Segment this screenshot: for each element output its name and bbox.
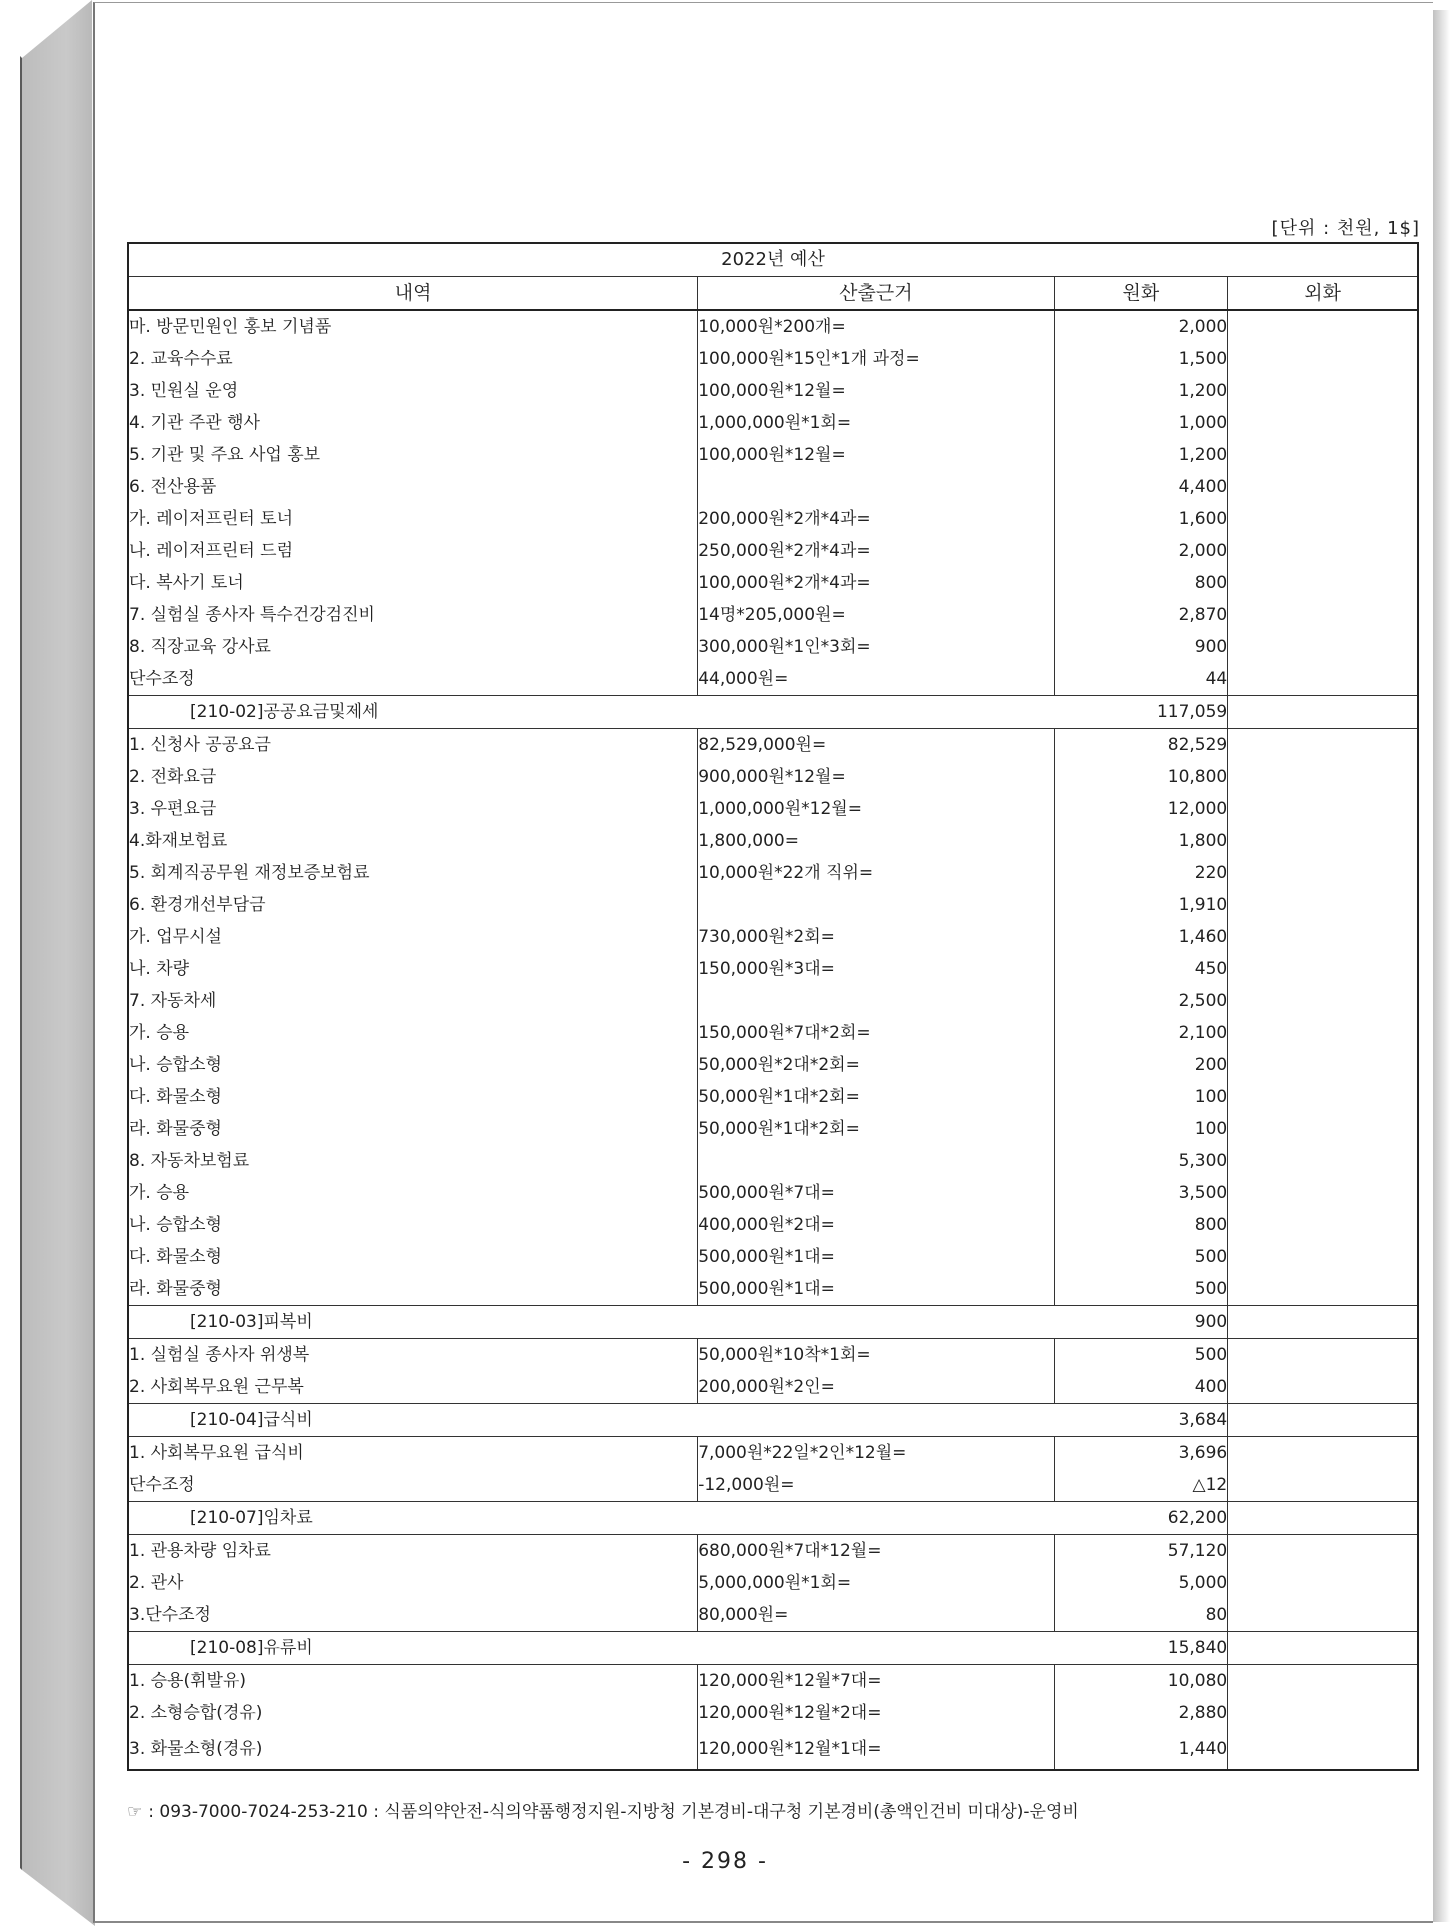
item-label: 라. 화물중형 <box>128 1113 698 1145</box>
basis-cell: 500,000원*7대= <box>698 1177 1054 1209</box>
basis-cell: 120,000원*12월*1대= <box>698 1729 1054 1770</box>
footnote-text: : 093-7000-7024-253-210 : 식품의약안전-식의약품행정지원-지방청 기본경비-대구청 기본경비(총액인건비 미대상)-운영비 <box>148 1802 1079 1822</box>
item-label: 2. 교육수수료 <box>128 343 698 375</box>
page-edge-shadow <box>1431 10 1450 1922</box>
amount-cell: 500 <box>1054 1273 1228 1306</box>
section-label: [210-08]유류비 <box>128 1632 1054 1665</box>
item-label: 나. 차량 <box>128 953 698 985</box>
basis-cell: 900,000원*12월= <box>698 761 1054 793</box>
item-label: 3. 우편요금 <box>128 793 698 825</box>
amount-cell: 900 <box>1054 1306 1228 1339</box>
foreign-cell <box>1228 825 1418 857</box>
foreign-cell <box>1228 1665 1418 1698</box>
foreign-cell <box>1228 1567 1418 1599</box>
table-row <box>128 471 1418 503</box>
amount-cell: 44 <box>1054 663 1228 696</box>
foreign-cell <box>1228 1306 1418 1339</box>
basis-cell: 50,000원*1대*2회= <box>698 1113 1054 1145</box>
footnote <box>127 1797 1079 1822</box>
item-label: 다. 복사기 토너 <box>128 567 698 599</box>
amount-cell: 100 <box>1054 1081 1228 1113</box>
foreign-cell <box>1228 761 1418 793</box>
amount-cell: 117,059 <box>1054 696 1228 729</box>
item-label: 마. 방문민원인 홍보 기념품 <box>128 310 698 343</box>
item-label: 6. 환경개선부담금 <box>128 889 698 921</box>
foreign-cell <box>1228 953 1418 985</box>
table-row <box>128 1241 1418 1273</box>
foreign-cell <box>1228 663 1418 696</box>
basis-cell: 50,000원*10착*1회= <box>698 1339 1054 1372</box>
foreign-cell <box>1228 310 1418 343</box>
amount-cell: 450 <box>1054 953 1228 985</box>
amount-cell: 10,080 <box>1054 1665 1228 1698</box>
table-row <box>128 1665 1418 1698</box>
amount-cell: 500 <box>1054 1339 1228 1372</box>
section-row <box>128 1404 1418 1437</box>
basis-cell: 5,000,000원*1회= <box>698 1567 1054 1599</box>
basis-cell: 100,000원*12월= <box>698 375 1054 407</box>
item-label: 다. 화물소형 <box>128 1241 698 1273</box>
foreign-cell <box>1228 599 1418 631</box>
amount-cell: 1,600 <box>1054 503 1228 535</box>
table-row <box>128 1371 1418 1404</box>
foreign-cell <box>1228 1049 1418 1081</box>
item-label: 3. 화물소형(경유) <box>128 1729 698 1770</box>
foreign-cell <box>1228 857 1418 889</box>
foreign-cell <box>1228 439 1418 471</box>
foreign-cell <box>1228 1017 1418 1049</box>
item-label: 1. 사회복무요원 급식비 <box>128 1437 698 1470</box>
amount-cell: 1,000 <box>1054 407 1228 439</box>
foreign-cell <box>1228 1273 1418 1306</box>
table-row <box>128 1567 1418 1599</box>
amount-cell: △12 <box>1054 1469 1228 1502</box>
amount-cell: 10,800 <box>1054 761 1228 793</box>
pointing-hand-icon: ☞ <box>127 1802 143 1822</box>
foreign-cell <box>1228 1502 1418 1535</box>
basis-cell: 10,000원*22개 직위= <box>698 857 1054 889</box>
table-row <box>128 535 1418 567</box>
item-label: 나. 레이저프린터 드럼 <box>128 535 698 567</box>
table-header-row <box>128 277 1418 311</box>
basis-cell: 300,000원*1인*3회= <box>698 631 1054 663</box>
basis-cell: 100,000원*2개*4과= <box>698 567 1054 599</box>
amount-cell: 1,910 <box>1054 889 1228 921</box>
amount-cell: 12,000 <box>1054 793 1228 825</box>
basis-cell: 120,000원*12월*2대= <box>698 1697 1054 1729</box>
amount-cell: 2,500 <box>1054 985 1228 1017</box>
foreign-cell <box>1228 1697 1418 1729</box>
header-foreign: 외화 <box>1228 277 1418 311</box>
amount-cell: 900 <box>1054 631 1228 663</box>
foreign-cell <box>1228 1437 1418 1470</box>
table-row <box>128 1339 1418 1372</box>
amount-cell: 800 <box>1054 1209 1228 1241</box>
table-row <box>128 1209 1418 1241</box>
table-row <box>128 343 1418 375</box>
basis-cell: 120,000원*12월*7대= <box>698 1665 1054 1698</box>
foreign-cell <box>1228 503 1418 535</box>
section-label: [210-04]급식비 <box>128 1404 1054 1437</box>
item-label: 2. 전화요금 <box>128 761 698 793</box>
foreign-cell <box>1228 535 1418 567</box>
foreign-cell <box>1228 1729 1418 1770</box>
table-row <box>128 761 1418 793</box>
foreign-cell <box>1228 1371 1418 1404</box>
section-row <box>128 1632 1418 1665</box>
section-label: [210-07]임차료 <box>128 1502 1054 1535</box>
basis-cell: -12,000원= <box>698 1469 1054 1502</box>
foreign-cell <box>1228 1113 1418 1145</box>
amount-cell: 80 <box>1054 1599 1228 1632</box>
basis-cell <box>698 1145 1054 1177</box>
table-row <box>128 599 1418 631</box>
amount-cell: 1,460 <box>1054 921 1228 953</box>
amount-cell: 62,200 <box>1054 1502 1228 1535</box>
item-label: 2. 관사 <box>128 1567 698 1599</box>
item-label: 가. 업무시설 <box>128 921 698 953</box>
amount-cell: 1,200 <box>1054 439 1228 471</box>
table-row <box>128 729 1418 762</box>
foreign-cell <box>1228 696 1418 729</box>
basis-cell: 400,000원*2대= <box>698 1209 1054 1241</box>
item-label: 라. 화물중형 <box>128 1273 698 1306</box>
basis-cell: 730,000원*2회= <box>698 921 1054 953</box>
basis-cell: 14명*205,000원= <box>698 599 1054 631</box>
page-number: - 298 - <box>682 1849 768 1874</box>
amount-cell: 3,696 <box>1054 1437 1228 1470</box>
table-row <box>128 857 1418 889</box>
item-label: 8. 직장교육 강사료 <box>128 631 698 663</box>
table-title-row <box>128 243 1418 277</box>
amount-cell: 5,300 <box>1054 1145 1228 1177</box>
basis-cell: 500,000원*1대= <box>698 1273 1054 1306</box>
amount-cell: 15,840 <box>1054 1632 1228 1665</box>
item-label: 2. 사회복무요원 근무복 <box>128 1371 698 1404</box>
section-label: [210-02]공공요금및제세 <box>128 696 1054 729</box>
table-row <box>128 439 1418 471</box>
foreign-cell <box>1228 1632 1418 1665</box>
table-row <box>128 1177 1418 1209</box>
table-row <box>128 1697 1418 1729</box>
foreign-cell <box>1228 729 1418 762</box>
amount-cell: 500 <box>1054 1241 1228 1273</box>
foreign-cell <box>1228 1209 1418 1241</box>
item-label: 8. 자동차보험료 <box>128 1145 698 1177</box>
basis-cell: 44,000원= <box>698 663 1054 696</box>
amount-cell: 200 <box>1054 1049 1228 1081</box>
amount-cell: 800 <box>1054 567 1228 599</box>
foreign-cell <box>1228 1339 1418 1372</box>
basis-cell <box>698 471 1054 503</box>
table-row <box>128 1273 1418 1306</box>
item-label: 4.화재보험료 <box>128 825 698 857</box>
table-row <box>128 1469 1418 1502</box>
amount-cell: 1,440 <box>1054 1729 1228 1770</box>
amount-cell: 1,500 <box>1054 343 1228 375</box>
foreign-cell <box>1228 1535 1418 1568</box>
foreign-cell <box>1228 1177 1418 1209</box>
item-label: 5. 회계직공무원 재정보증보험료 <box>128 857 698 889</box>
section-row <box>128 1306 1418 1339</box>
item-label: 나. 승합소형 <box>128 1209 698 1241</box>
foreign-cell <box>1228 1081 1418 1113</box>
table-row <box>128 921 1418 953</box>
basis-cell: 100,000원*15인*1개 과정= <box>698 343 1054 375</box>
foreign-cell <box>1228 921 1418 953</box>
foreign-cell <box>1228 343 1418 375</box>
item-label: 2. 소형승합(경유) <box>128 1697 698 1729</box>
table-row <box>128 1145 1418 1177</box>
basis-cell: 1,000,000원*1회= <box>698 407 1054 439</box>
table-row <box>128 1081 1418 1113</box>
amount-cell: 2,880 <box>1054 1697 1228 1729</box>
basis-cell <box>698 889 1054 921</box>
basis-cell: 80,000원= <box>698 1599 1054 1632</box>
item-label: 3.단수조정 <box>128 1599 698 1632</box>
foreign-cell <box>1228 793 1418 825</box>
table-row <box>128 793 1418 825</box>
item-label: 단수조정 <box>128 1469 698 1502</box>
amount-cell: 2,870 <box>1054 599 1228 631</box>
item-label: 7. 자동차세 <box>128 985 698 1017</box>
basis-cell: 250,000원*2개*4과= <box>698 535 1054 567</box>
header-krw: 원화 <box>1054 277 1228 311</box>
amount-cell: 1,800 <box>1054 825 1228 857</box>
item-label: 3. 민원실 운영 <box>128 375 698 407</box>
item-label: 4. 기관 주관 행사 <box>128 407 698 439</box>
amount-cell: 4,400 <box>1054 471 1228 503</box>
section-row <box>128 1502 1418 1535</box>
table-row <box>128 1017 1418 1049</box>
budget-table <box>127 242 1419 1771</box>
table-row <box>128 1437 1418 1470</box>
basis-cell: 82,529,000원= <box>698 729 1054 762</box>
table-row <box>128 1049 1418 1081</box>
item-label: 다. 화물소형 <box>128 1081 698 1113</box>
table-row <box>128 407 1418 439</box>
foreign-cell <box>1228 631 1418 663</box>
section-row <box>128 696 1418 729</box>
item-label: 가. 승용 <box>128 1177 698 1209</box>
amount-cell: 1,200 <box>1054 375 1228 407</box>
table-title: 2022년 예산 <box>128 243 1418 277</box>
amount-cell: 100 <box>1054 1113 1228 1145</box>
table-row <box>128 375 1418 407</box>
basis-cell: 200,000원*2개*4과= <box>698 503 1054 535</box>
item-label: 5. 기관 및 주요 사업 홍보 <box>128 439 698 471</box>
table-row <box>128 953 1418 985</box>
amount-cell: 2,100 <box>1054 1017 1228 1049</box>
basis-cell: 200,000원*2인= <box>698 1371 1054 1404</box>
amount-cell: 3,684 <box>1054 1404 1228 1437</box>
foreign-cell <box>1228 407 1418 439</box>
foreign-cell <box>1228 985 1418 1017</box>
basis-cell: 1,000,000원*12월= <box>698 793 1054 825</box>
section-label: [210-03]피복비 <box>128 1306 1054 1339</box>
table-row <box>128 567 1418 599</box>
table-body <box>128 310 1418 1770</box>
basis-cell: 50,000원*2대*2회= <box>698 1049 1054 1081</box>
basis-cell: 150,000원*7대*2회= <box>698 1017 1054 1049</box>
amount-cell: 2,000 <box>1054 535 1228 567</box>
basis-cell: 500,000원*1대= <box>698 1241 1054 1273</box>
table-row <box>128 503 1418 535</box>
item-label: 단수조정 <box>128 663 698 696</box>
foreign-cell <box>1228 471 1418 503</box>
table-row <box>128 663 1418 696</box>
basis-cell <box>698 985 1054 1017</box>
unit-label: [단위 : 천원, 1$] <box>1271 218 1420 239</box>
table-row <box>128 985 1418 1017</box>
basis-cell: 50,000원*1대*2회= <box>698 1081 1054 1113</box>
amount-cell: 82,529 <box>1054 729 1228 762</box>
foreign-cell <box>1228 375 1418 407</box>
book-spine <box>0 0 95 1926</box>
amount-cell: 2,000 <box>1054 310 1228 343</box>
foreign-cell <box>1228 1145 1418 1177</box>
table-row <box>128 1599 1418 1632</box>
table-row <box>128 1535 1418 1568</box>
table-row <box>128 1113 1418 1145</box>
foreign-cell <box>1228 1241 1418 1273</box>
item-label: 1. 관용차량 임차료 <box>128 1535 698 1568</box>
item-label: 나. 승합소형 <box>128 1049 698 1081</box>
basis-cell: 100,000원*12월= <box>698 439 1054 471</box>
basis-cell: 10,000원*200개= <box>698 310 1054 343</box>
header-details: 내역 <box>128 277 698 311</box>
item-label: 가. 승용 <box>128 1017 698 1049</box>
basis-cell: 150,000원*3대= <box>698 953 1054 985</box>
item-label: 1. 승용(휘발유) <box>128 1665 698 1698</box>
item-label: 1. 신청사 공공요금 <box>128 729 698 762</box>
header-basis: 산출근거 <box>698 277 1054 311</box>
table-row <box>128 825 1418 857</box>
item-label: 7. 실험실 종사자 특수건강검진비 <box>128 599 698 631</box>
table-row <box>128 310 1418 343</box>
foreign-cell <box>1228 1469 1418 1502</box>
amount-cell: 220 <box>1054 857 1228 889</box>
table-row <box>128 1729 1418 1770</box>
basis-cell: 7,000원*22일*2인*12월= <box>698 1437 1054 1470</box>
amount-cell: 400 <box>1054 1371 1228 1404</box>
foreign-cell <box>1228 567 1418 599</box>
table-row <box>128 889 1418 921</box>
amount-cell: 5,000 <box>1054 1567 1228 1599</box>
basis-cell: 680,000원*7대*12월= <box>698 1535 1054 1568</box>
item-label: 1. 실험실 종사자 위생복 <box>128 1339 698 1372</box>
item-label: 가. 레이저프린터 토너 <box>128 503 698 535</box>
item-label: 6. 전산용품 <box>128 471 698 503</box>
amount-cell: 57,120 <box>1054 1535 1228 1568</box>
foreign-cell <box>1228 1404 1418 1437</box>
foreign-cell <box>1228 889 1418 921</box>
table-row <box>128 631 1418 663</box>
basis-cell: 1,800,000= <box>698 825 1054 857</box>
foreign-cell <box>1228 1599 1418 1632</box>
amount-cell: 3,500 <box>1054 1177 1228 1209</box>
